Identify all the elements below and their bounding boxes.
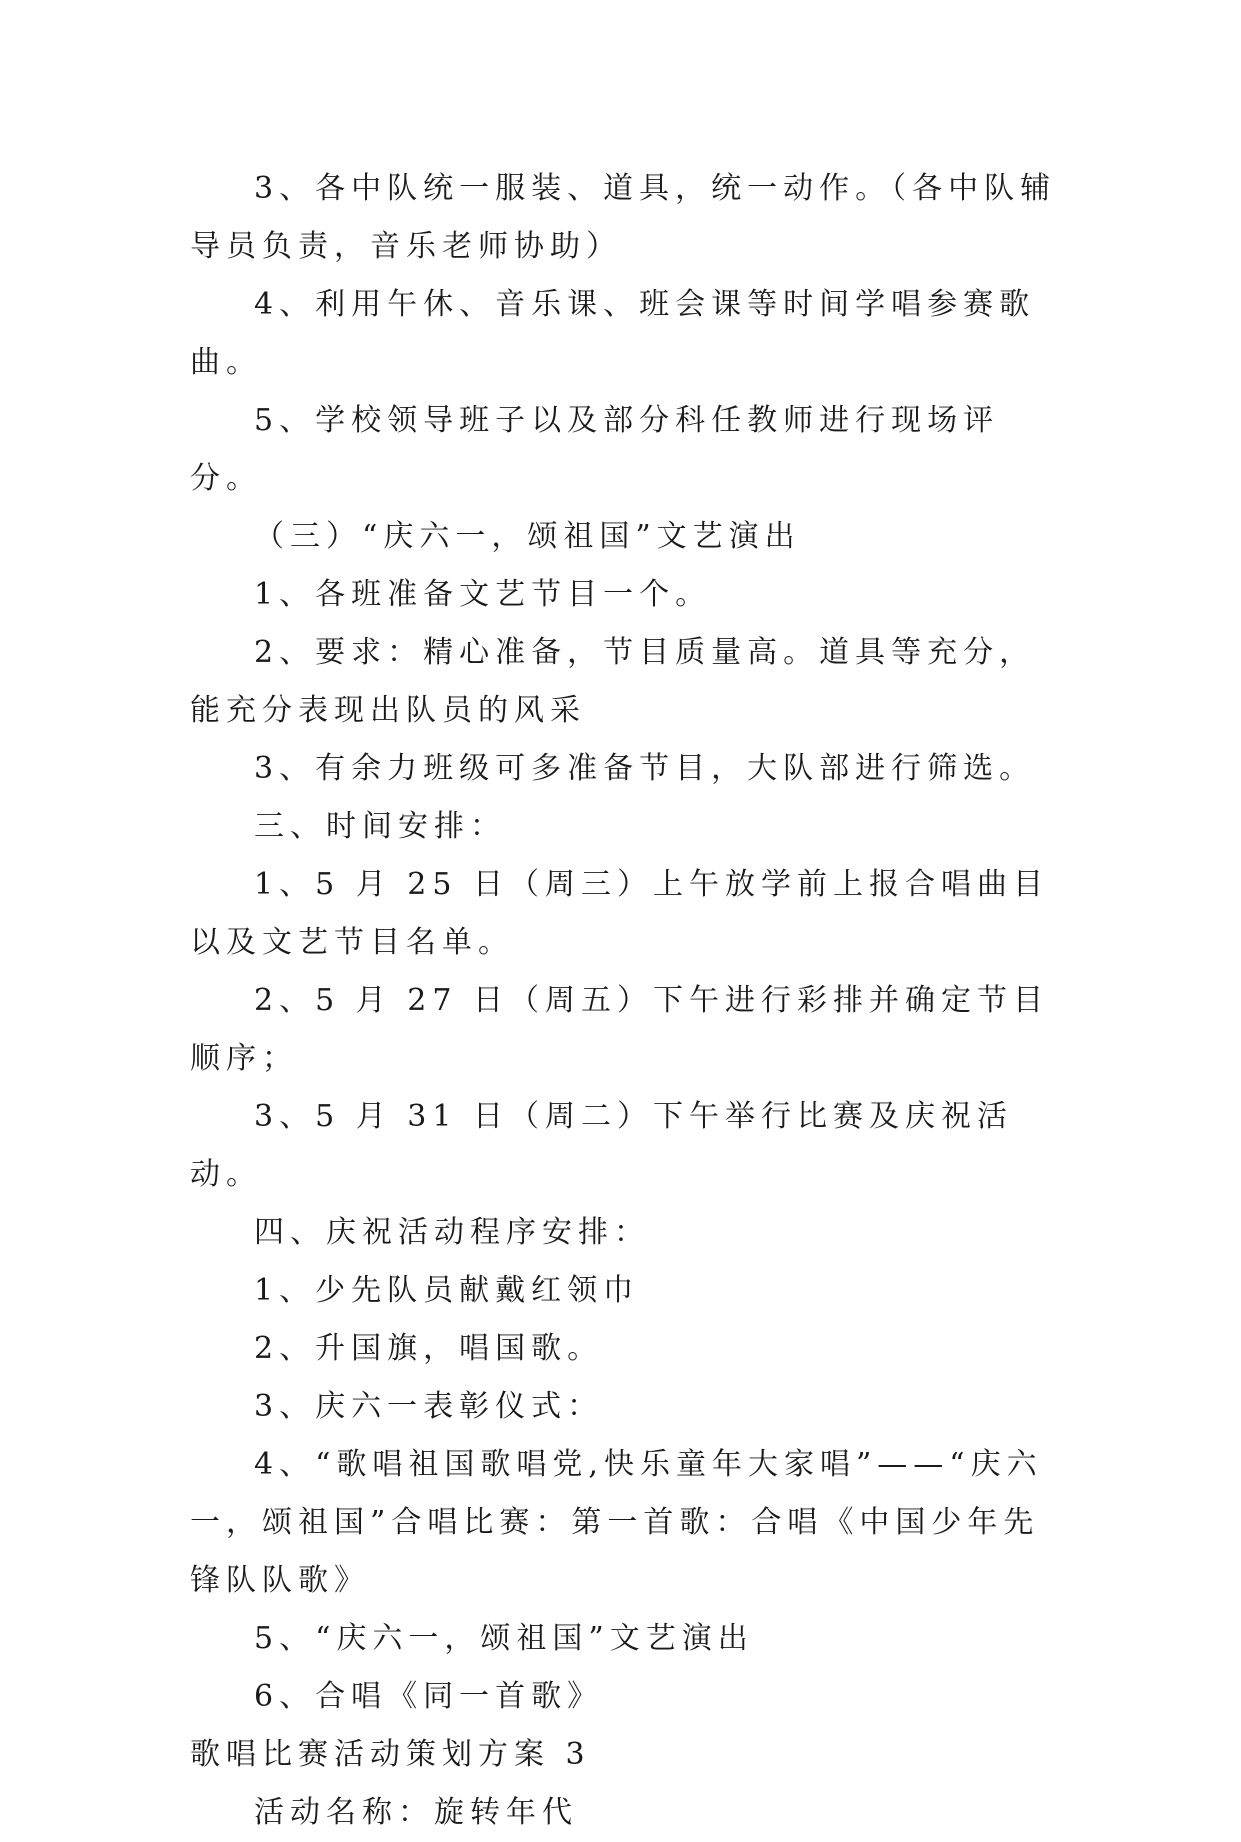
- paragraph-item-4-practice: 4、利用午休、音乐课、班会课等时间学唱参赛歌曲。: [190, 287, 1036, 380]
- program-item-3: 3、庆六一表彰仪式：: [254, 1389, 604, 1424]
- paragraph-performance-3: 3、有余力班级可多准备节目，大队部进行筛选。: [254, 751, 1036, 786]
- document-body: [190, 160, 1060, 1842]
- paragraph-item-3-uniform: 3、各中队统一服装、道具，统一动作。（各中队辅导员负责，音乐老师协助）: [190, 171, 1057, 264]
- schedule-item-1: 1、5 月 25 日（周三）上午放学前上报合唱曲目以及文艺节目名单。: [190, 867, 1049, 960]
- document-title-plan-3: 歌唱比赛活动策划方案 3: [190, 1737, 591, 1772]
- paragraph-performance-1: 1、各班准备文艺节目一个。: [254, 577, 712, 612]
- section-heading-program: 四、庆祝活动程序安排：: [254, 1215, 650, 1250]
- program-item-6: 6、合唱《同一首歌》: [254, 1679, 604, 1714]
- section-heading-schedule: 三、时间安排：: [254, 809, 506, 844]
- program-item-1: 1、少先队员献戴红领巾: [254, 1273, 640, 1308]
- paragraph-performance-2: 2、要求：精心准备，节目质量高。道具等充分，能充分表现出队员的风采: [190, 635, 1036, 728]
- program-item-2: 2、升国旗，唱国歌。: [254, 1331, 604, 1366]
- activity-name: 活动名称：旋转年代: [254, 1795, 578, 1830]
- program-item-5: 5、“庆六一，颂祖国”文艺演出: [254, 1621, 754, 1656]
- schedule-item-3: 3、5 月 31 日（周二）下午举行比赛及庆祝活动。: [190, 1099, 1013, 1192]
- section-heading-performance: （三）“庆六一，颂祖国”文艺演出: [254, 519, 801, 554]
- paragraph-item-5-scoring: 5、学校领导班子以及部分科任教师进行现场评分。: [190, 403, 1000, 496]
- program-item-4: 4、“歌唱祖国歌唱党,快乐童年大家唱”——“庆六一，颂祖国”合唱比赛：第一首歌：合唱《中国少年先锋队队歌》: [190, 1447, 1043, 1598]
- schedule-item-2: 2、5 月 27 日（周五）下午进行彩排并确定节目顺序；: [190, 983, 1049, 1076]
